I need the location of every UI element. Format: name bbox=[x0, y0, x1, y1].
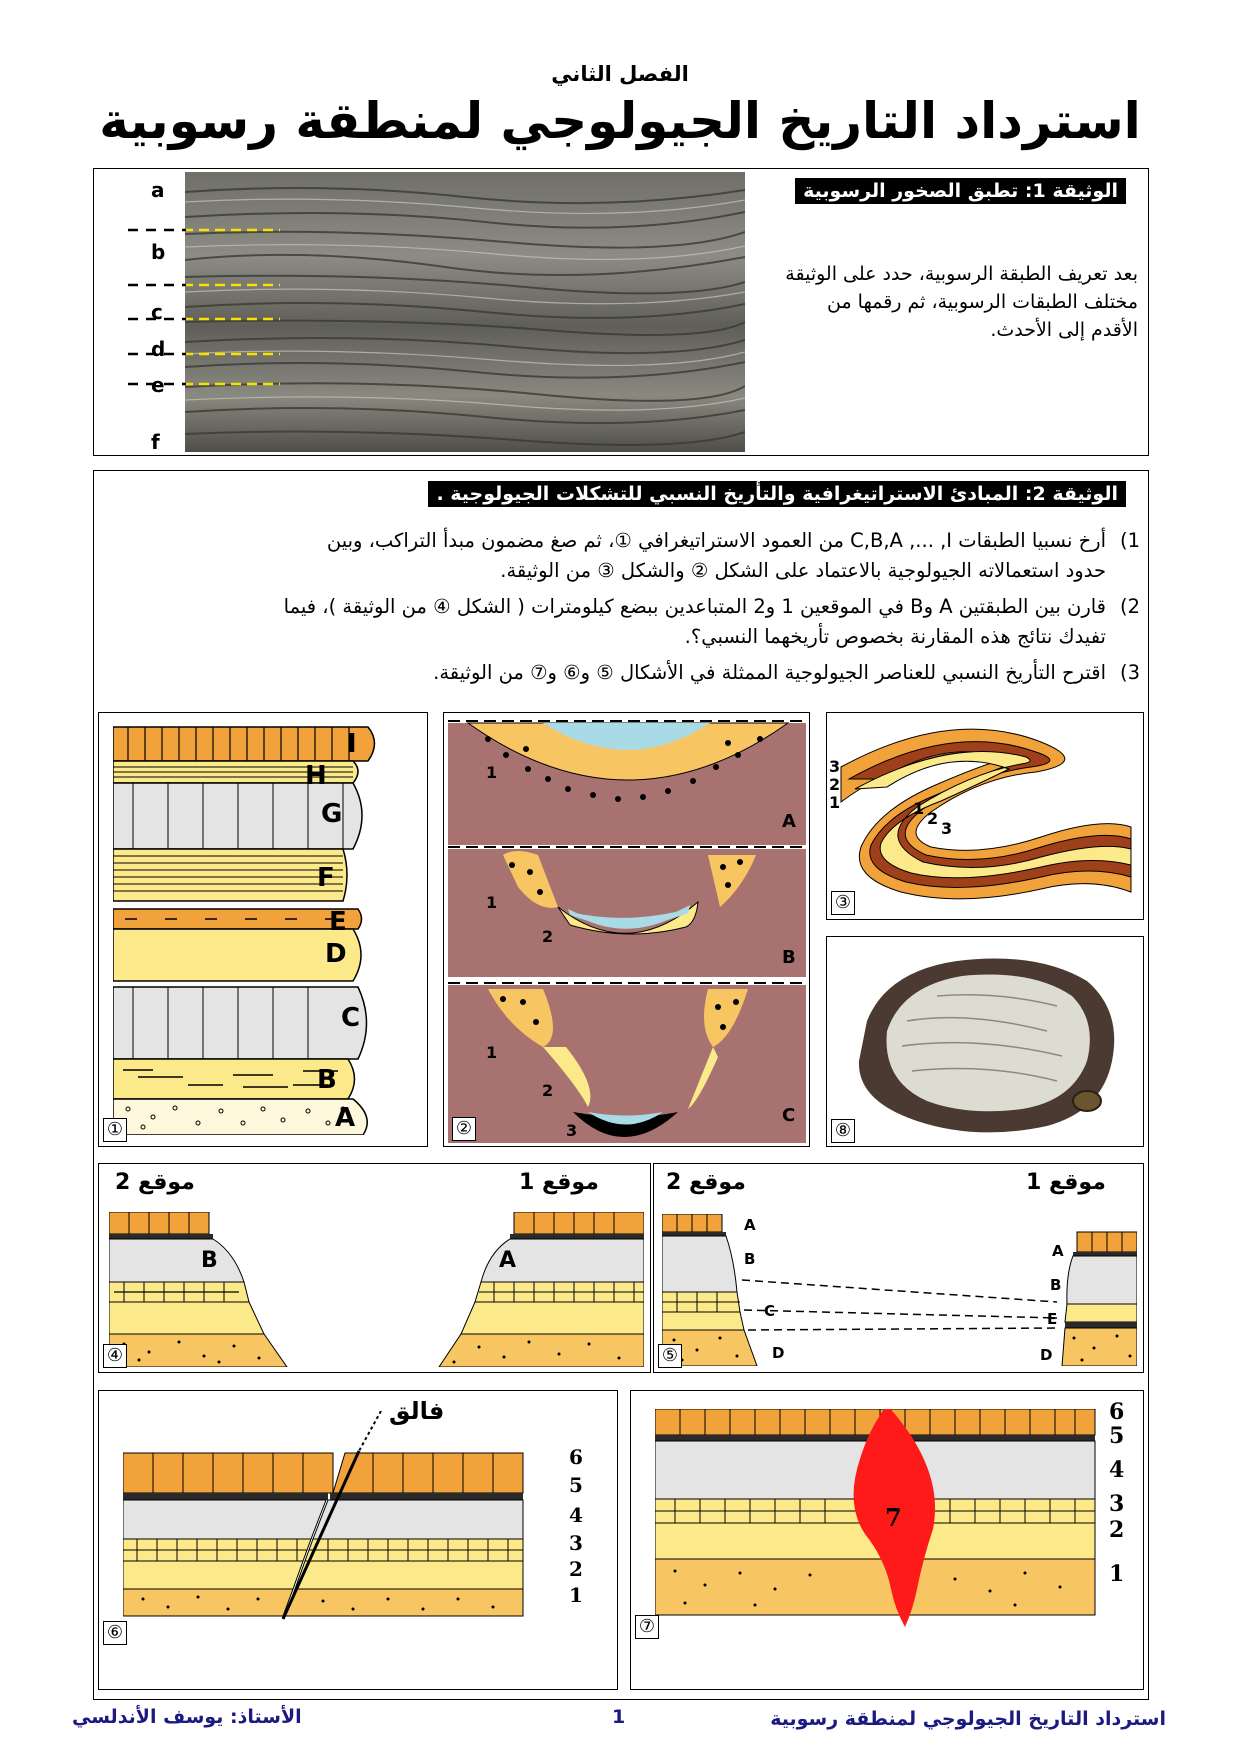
figure-1 bbox=[98, 712, 428, 1147]
layer-label-c: c bbox=[151, 300, 163, 324]
figure-5 bbox=[653, 1163, 1144, 1373]
rock-specimen-image bbox=[847, 951, 1127, 1137]
fig6-label-4: 4 bbox=[569, 1503, 583, 1527]
fig6-number: ⑥ bbox=[103, 1621, 127, 1645]
question-1 bbox=[120, 526, 1140, 590]
fig1-label-H: H bbox=[305, 761, 327, 791]
fig3-inner-3: 3 bbox=[941, 819, 953, 838]
q2-line2: تفيدك نتائج هذه المقارنة بخصوص تأريخهما النسبي؟. bbox=[684, 625, 1106, 648]
page-title: استرداد التاريخ الجيولوجي لمنطقة رسوبية bbox=[99, 92, 1141, 150]
intrusion-label-7: 7 bbox=[885, 1503, 902, 1532]
figure-4 bbox=[98, 1163, 651, 1373]
fig8-number: ⑧ bbox=[831, 1119, 855, 1143]
correlation-section bbox=[662, 1214, 1137, 1366]
chapter-label: الفصل الثاني bbox=[551, 62, 689, 86]
fig5-site1-label: موقع 1 bbox=[1026, 1170, 1106, 1195]
q1-line2: حدود استعمالاته الجيولوجية بالاعتماد على الشكل ② والشكل ③ من الوثيقة. bbox=[500, 559, 1106, 582]
fig6-label-3: 3 bbox=[569, 1531, 583, 1555]
fig7-number: ⑦ bbox=[635, 1615, 659, 1639]
q3-number: 3) bbox=[1119, 661, 1140, 684]
q1-line1: أرخ نسبيا الطبقات C,B,A ,... ,I من العمود الاستراتيغرافي ①، ثم صغ مضمون مبدأ التراكب، وبين bbox=[326, 529, 1106, 552]
figure-2 bbox=[443, 712, 810, 1147]
fig1-label-D: D bbox=[325, 939, 347, 969]
fig3-number: ③ bbox=[831, 891, 855, 915]
layer-label-a: a bbox=[151, 178, 165, 202]
fig3-inner-2: 2 bbox=[927, 809, 939, 828]
fig4-site2-label: موقع 2 bbox=[115, 1170, 195, 1195]
figure-3 bbox=[826, 712, 1144, 920]
figure-8 bbox=[826, 936, 1144, 1147]
question-3 bbox=[120, 658, 1140, 690]
fig4-number: ④ bbox=[103, 1344, 127, 1368]
stratigraphic-column bbox=[113, 725, 413, 1135]
fig5-number: ⑤ bbox=[658, 1344, 682, 1368]
fig1-number: ① bbox=[103, 1118, 127, 1142]
fig6-label-6: 6 bbox=[569, 1445, 583, 1469]
fig2-number: ② bbox=[452, 1117, 476, 1141]
fig7-label-4: 4 bbox=[1109, 1457, 1125, 1483]
fig5-left-D: D bbox=[772, 1344, 785, 1362]
fig4-site1-label: موقع 1 bbox=[519, 1170, 599, 1195]
fig2-label-2b: 2 bbox=[542, 927, 554, 946]
fig6-label-2: 2 bbox=[569, 1557, 583, 1581]
fig2-label-1a: 1 bbox=[486, 763, 498, 782]
fig5-right-A: A bbox=[1052, 1242, 1064, 1260]
q2-line1: قارن بين الطبقتين A وB في الموقعين 1 و2 المتباعدين ببضع كيلومترات ( الشكل ④ من الوثيقة )، فيما bbox=[283, 595, 1106, 618]
layer-label-b: b bbox=[151, 240, 166, 264]
fig4-layer-A: A bbox=[499, 1248, 517, 1273]
fig5-right-E: E bbox=[1047, 1310, 1058, 1328]
fault-layers bbox=[123, 1411, 563, 1676]
question-2 bbox=[120, 592, 1140, 656]
footer-author: الأستاذ: يوسف الأندلسي bbox=[72, 1706, 302, 1728]
fig1-label-C: C bbox=[341, 1003, 361, 1033]
folded-layers bbox=[831, 717, 1139, 915]
fig5-site2-label: موقع 2 bbox=[666, 1170, 746, 1195]
fig6-label-1: 1 bbox=[569, 1583, 583, 1607]
footer-title: استرداد التاريخ الجيولوجي لمنطقة رسوبية bbox=[770, 1708, 1166, 1730]
q3-line1: اقترح التأريخ النسبي للعناصر الجيولوجية الممثلة في الأشكال ⑤ و⑥ و⑦ من الوثيقة. bbox=[433, 661, 1106, 684]
fig3-left-2: 2 bbox=[829, 775, 841, 794]
fig5-right-D: D bbox=[1040, 1346, 1053, 1364]
fig3-left-1: 1 bbox=[829, 793, 841, 812]
figure-6 bbox=[98, 1390, 618, 1690]
fig5-left-A: A bbox=[744, 1216, 756, 1234]
fig2-label-3c: 3 bbox=[566, 1121, 578, 1140]
layer-label-e: e bbox=[151, 373, 165, 397]
fig7-label-5: 5 bbox=[1109, 1423, 1125, 1449]
fig2-label-A: A bbox=[782, 811, 796, 832]
valley-cross-sections bbox=[448, 717, 806, 1143]
fig2-label-1b: 1 bbox=[486, 893, 498, 912]
fig4-layer-B: B bbox=[201, 1248, 218, 1273]
fig6-label-5: 5 bbox=[569, 1473, 583, 1497]
fig1-label-F: F bbox=[317, 863, 335, 893]
footer-page-number: 1 bbox=[612, 1706, 626, 1728]
fig5-left-C: C bbox=[764, 1302, 776, 1320]
two-sites-section bbox=[109, 1212, 644, 1367]
figure-7 bbox=[630, 1390, 1144, 1690]
fig1-label-I: I bbox=[347, 729, 357, 759]
fig7-label-2: 2 bbox=[1109, 1517, 1125, 1543]
intrusion-section bbox=[655, 1409, 1115, 1669]
fig2-label-C: C bbox=[782, 1105, 796, 1126]
layer-label-f: f bbox=[151, 430, 160, 454]
q1-number: 1) bbox=[1119, 529, 1140, 552]
fig3-left-3: 3 bbox=[829, 757, 841, 776]
fig3-inner-1: 1 bbox=[913, 799, 925, 818]
fig2-label-2c: 2 bbox=[542, 1081, 554, 1100]
doc1-text: بعد تعريف الطبقة الرسوبية، حدد على الوثيقة مختلف الطبقات الرسوبية، ثم رقمها من الأقدم إلى الأحدث. bbox=[785, 263, 1138, 341]
fig1-label-E: E bbox=[329, 907, 347, 937]
fig1-label-A: A bbox=[335, 1103, 356, 1133]
fig7-label-6: 6 bbox=[1109, 1399, 1125, 1425]
doc1-heading: الوثيقة 1: تطبق الصخور الرسوبية bbox=[795, 178, 1126, 204]
fig7-label-1: 1 bbox=[1109, 1561, 1125, 1587]
fig2-label-1c: 1 bbox=[486, 1043, 498, 1062]
rock-strata-photo bbox=[185, 172, 745, 452]
fig5-left-B: B bbox=[744, 1250, 756, 1268]
q2-number: 2) bbox=[1119, 595, 1140, 618]
fig2-label-B: B bbox=[782, 947, 796, 968]
fig5-right-B: B bbox=[1050, 1276, 1062, 1294]
fig7-label-3: 3 bbox=[1109, 1491, 1125, 1517]
fig1-label-B: B bbox=[317, 1065, 337, 1095]
fault-label: فالق bbox=[389, 1397, 445, 1425]
layer-label-d: d bbox=[151, 337, 166, 361]
fig1-label-G: G bbox=[321, 799, 343, 829]
doc2-heading: الوثيقة 2: المبادئ الاستراتيغرافية والتأريخ النسبي للتشكلات الجيولوجية . bbox=[428, 481, 1126, 507]
